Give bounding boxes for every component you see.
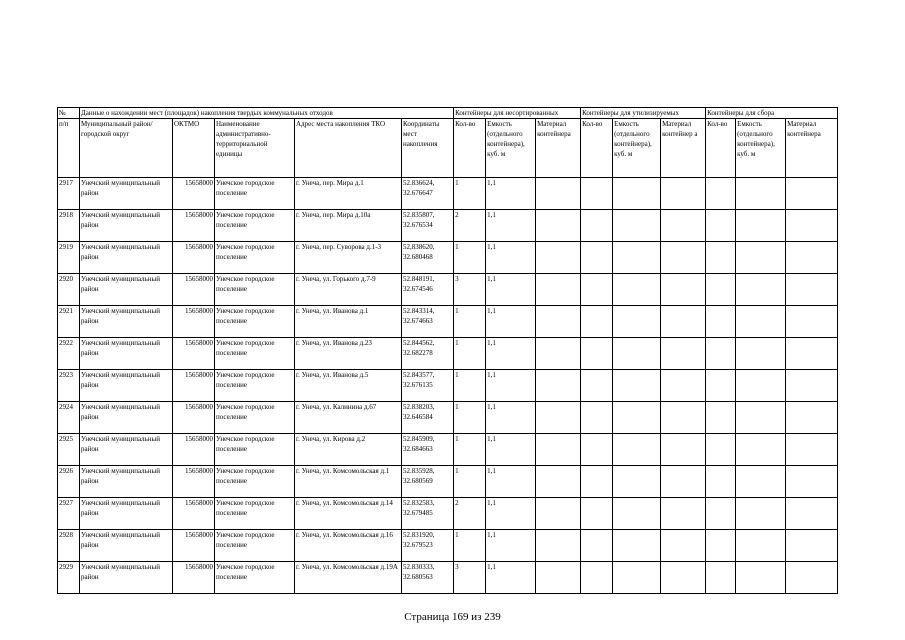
header-capacity-a: Емкость (отдельного контейнера), куб. м: [486, 119, 536, 178]
row-coordinates: 52.831920, 32.679523: [402, 530, 454, 562]
row-empty-cell: [786, 242, 838, 274]
row-empty-cell: [736, 210, 786, 242]
row-empty-cell: [706, 370, 736, 402]
row-coordinates: 52.848191, 32.674546: [402, 274, 454, 306]
row-number: 2923: [58, 370, 80, 402]
row-empty-cell: [581, 210, 613, 242]
row-capacity: 1,1: [486, 178, 536, 210]
row-empty-cell: [736, 402, 786, 434]
row-empty-cell: [613, 242, 661, 274]
row-number: 2928: [58, 530, 80, 562]
table-row: [58, 274, 838, 306]
row-address: г. Унеча, ул. Иванова д.1: [295, 306, 402, 338]
header-group-unsorted: Контейнеры для несортированных: [454, 108, 581, 119]
row-settlement: Унечское городское поселение: [215, 274, 295, 306]
row-empty-cell: [661, 530, 706, 562]
header-group-location: Данные о нахождении мест (площадок) накопления твердых коммунальных отходов: [80, 108, 454, 119]
table-row: [58, 210, 838, 242]
row-district: Унечский муниципальный район: [80, 562, 173, 594]
row-coordinates: 52.838203, 32.646584: [402, 402, 454, 434]
row-empty-cell: [581, 338, 613, 370]
row-empty-cell: [536, 434, 581, 466]
row-empty-cell: [613, 434, 661, 466]
row-empty-cell: [736, 274, 786, 306]
row-count: 1: [454, 306, 486, 338]
row-empty-cell: [706, 530, 736, 562]
row-oktmo: 15658000: [173, 210, 215, 242]
row-empty-cell: [736, 498, 786, 530]
row-settlement: Унечское городское поселение: [215, 402, 295, 434]
row-number: 2924: [58, 402, 80, 434]
row-empty-cell: [661, 306, 706, 338]
row-empty-cell: [581, 242, 613, 274]
row-coordinates: 52.843577, 32.676135: [402, 370, 454, 402]
row-empty-cell: [706, 306, 736, 338]
row-oktmo: 15658000: [173, 434, 215, 466]
row-empty-cell: [706, 178, 736, 210]
row-empty-cell: [786, 178, 838, 210]
row-address: г. Унеча, ул. Иванова д.23: [295, 338, 402, 370]
row-address: г. Унеча, пер. Мира д.1: [295, 178, 402, 210]
row-empty-cell: [706, 274, 736, 306]
row-empty-cell: [736, 466, 786, 498]
row-capacity: 1,1: [486, 402, 536, 434]
row-district: Унечский муниципальный район: [80, 402, 173, 434]
header-municipality: Муниципальный район/городской округ: [80, 119, 173, 178]
row-capacity: 1,1: [486, 210, 536, 242]
row-empty-cell: [661, 210, 706, 242]
row-number: 2918: [58, 210, 80, 242]
row-settlement: Унечское городское поселение: [215, 242, 295, 274]
row-address: г. Унеча, ул. Комсомольская д.1: [295, 466, 402, 498]
table-row: [58, 498, 838, 530]
row-number: 2922: [58, 338, 80, 370]
row-capacity: 1,1: [486, 562, 536, 594]
table-row: [58, 434, 838, 466]
table-row: [58, 178, 838, 210]
row-empty-cell: [536, 338, 581, 370]
row-oktmo: 15658000: [173, 402, 215, 434]
row-capacity: 1,1: [486, 466, 536, 498]
row-empty-cell: [661, 498, 706, 530]
row-district: Унечский муниципальный район: [80, 498, 173, 530]
row-oktmo: 15658000: [173, 370, 215, 402]
row-empty-cell: [536, 210, 581, 242]
row-district: Унечский муниципальный район: [80, 466, 173, 498]
row-empty-cell: [786, 498, 838, 530]
header-capacity-b: Емкость (отдельного контейнера), куб. м: [613, 119, 661, 178]
row-capacity: 1,1: [486, 498, 536, 530]
row-coordinates: 52.832583, 32.679485: [402, 498, 454, 530]
row-empty-cell: [613, 562, 661, 594]
row-empty-cell: [581, 530, 613, 562]
header-group-collection: Контейнеры для сбора: [706, 108, 838, 119]
row-number: 2927: [58, 498, 80, 530]
row-count: 2: [454, 498, 486, 530]
row-empty-cell: [706, 434, 736, 466]
row-empty-cell: [706, 402, 736, 434]
header-count-a: Кол-во: [454, 119, 486, 178]
header-no: №: [58, 108, 80, 119]
row-settlement: Унечское городское поселение: [215, 178, 295, 210]
row-district: Унечский муниципальный район: [80, 434, 173, 466]
row-empty-cell: [536, 242, 581, 274]
row-empty-cell: [581, 306, 613, 338]
row-empty-cell: [786, 370, 838, 402]
row-empty-cell: [736, 242, 786, 274]
row-empty-cell: [706, 562, 736, 594]
row-empty-cell: [613, 498, 661, 530]
row-empty-cell: [581, 274, 613, 306]
row-empty-cell: [613, 402, 661, 434]
row-oktmo: 15658000: [173, 178, 215, 210]
row-number: 2929: [58, 562, 80, 594]
row-empty-cell: [613, 338, 661, 370]
table-row: [58, 370, 838, 402]
row-coordinates: 52.845909, 32.684663: [402, 434, 454, 466]
row-capacity: 1,1: [486, 434, 536, 466]
row-coordinates: 52.835928, 32.680569: [402, 466, 454, 498]
row-empty-cell: [786, 306, 838, 338]
row-empty-cell: [661, 274, 706, 306]
row-number: 2920: [58, 274, 80, 306]
row-district: Унечский муниципальный район: [80, 530, 173, 562]
row-oktmo: 15658000: [173, 242, 215, 274]
header-coords: Координаты мест накопления: [402, 119, 454, 178]
row-empty-cell: [786, 402, 838, 434]
header-material-c: Материал контейнера: [786, 119, 838, 178]
row-address: г. Унеча, ул. Иванова д.5: [295, 370, 402, 402]
row-empty-cell: [613, 370, 661, 402]
table-body: [58, 178, 838, 594]
row-coordinates: 52.835807, 32.676534: [402, 210, 454, 242]
row-empty-cell: [536, 274, 581, 306]
header-oktmo: ОКТМО: [173, 119, 215, 178]
row-coordinates: 52.843314, 32.674663: [402, 306, 454, 338]
row-oktmo: 15658000: [173, 530, 215, 562]
row-empty-cell: [661, 338, 706, 370]
header-group-recycled: Контейнеры для утилизируемых: [581, 108, 706, 119]
row-empty-cell: [613, 306, 661, 338]
row-empty-cell: [736, 306, 786, 338]
row-empty-cell: [786, 274, 838, 306]
row-address: г. Унеча, ул. Горького д.7-9: [295, 274, 402, 306]
header-count-c: Кол-во: [706, 119, 736, 178]
row-empty-cell: [536, 498, 581, 530]
row-number: 2926: [58, 466, 80, 498]
table-row: [58, 402, 838, 434]
row-empty-cell: [736, 530, 786, 562]
row-district: Унечский муниципальный район: [80, 274, 173, 306]
row-settlement: Унечское городское поселение: [215, 562, 295, 594]
row-empty-cell: [786, 210, 838, 242]
row-empty-cell: [536, 306, 581, 338]
row-number: 2921: [58, 306, 80, 338]
row-address: г. Унеча, ул. Комсомольская д.14: [295, 498, 402, 530]
row-empty-cell: [706, 466, 736, 498]
row-empty-cell: [536, 178, 581, 210]
row-empty-cell: [536, 562, 581, 594]
row-count: 1: [454, 242, 486, 274]
row-district: Унечский муниципальный район: [80, 370, 173, 402]
row-count: 1: [454, 530, 486, 562]
row-oktmo: 15658000: [173, 306, 215, 338]
row-capacity: 1,1: [486, 242, 536, 274]
row-empty-cell: [581, 562, 613, 594]
row-empty-cell: [736, 370, 786, 402]
row-empty-cell: [736, 434, 786, 466]
row-empty-cell: [581, 434, 613, 466]
row-empty-cell: [613, 530, 661, 562]
row-address: г. Унеча, ул. Кирова д.2: [295, 434, 402, 466]
header-no-sub: п/п: [58, 119, 80, 178]
header-row-groups: [58, 108, 838, 119]
row-oktmo: 15658000: [173, 466, 215, 498]
row-count: 1: [454, 338, 486, 370]
row-capacity: 1,1: [486, 306, 536, 338]
row-count: 3: [454, 562, 486, 594]
row-empty-cell: [581, 402, 613, 434]
row-empty-cell: [613, 466, 661, 498]
row-number: 2919: [58, 242, 80, 274]
row-empty-cell: [581, 178, 613, 210]
row-district: Унечский муниципальный район: [80, 338, 173, 370]
row-empty-cell: [661, 178, 706, 210]
row-count: 1: [454, 466, 486, 498]
table-row: [58, 562, 838, 594]
row-settlement: Унечское городское поселение: [215, 370, 295, 402]
row-address: г. Унеча, пер. Мира д.10а: [295, 210, 402, 242]
row-empty-cell: [786, 466, 838, 498]
row-number: 2925: [58, 434, 80, 466]
row-empty-cell: [581, 466, 613, 498]
row-coordinates: 52.836624, 32.676647: [402, 178, 454, 210]
row-empty-cell: [613, 274, 661, 306]
row-empty-cell: [581, 498, 613, 530]
row-address: г. Унеча, ул. Комсомольская д.16: [295, 530, 402, 562]
header-row-columns: [58, 119, 838, 178]
header-material-a: Материал контейнера: [536, 119, 581, 178]
row-number: 2917: [58, 178, 80, 210]
row-empty-cell: [536, 402, 581, 434]
row-empty-cell: [786, 530, 838, 562]
row-empty-cell: [706, 242, 736, 274]
row-coordinates: 52.844562, 32.682278: [402, 338, 454, 370]
row-empty-cell: [661, 370, 706, 402]
row-empty-cell: [706, 338, 736, 370]
table-row: [58, 466, 838, 498]
page-footer: Страница 169 из 239: [404, 611, 501, 623]
row-capacity: 1,1: [486, 370, 536, 402]
row-address: г. Унеча, ул. Комсомольская д.19А: [295, 562, 402, 594]
table-row: [58, 530, 838, 562]
registry-table-wrap: [57, 107, 837, 594]
row-address: г. Унеча, пер. Суворова д.1-3: [295, 242, 402, 274]
row-address: г. Унеча, ул. Калинина д.67: [295, 402, 402, 434]
row-empty-cell: [536, 370, 581, 402]
row-count: 1: [454, 370, 486, 402]
header-count-b: Кол-во: [581, 119, 613, 178]
table-row: [58, 338, 838, 370]
row-empty-cell: [786, 562, 838, 594]
row-settlement: Унечское городское поселение: [215, 498, 295, 530]
row-empty-cell: [736, 338, 786, 370]
row-count: 1: [454, 178, 486, 210]
row-district: Унечский муниципальный район: [80, 178, 173, 210]
row-empty-cell: [706, 210, 736, 242]
row-empty-cell: [736, 178, 786, 210]
row-empty-cell: [661, 402, 706, 434]
header-address: Адрес места накопления ТКО: [295, 119, 402, 178]
row-empty-cell: [661, 242, 706, 274]
table-row: [58, 242, 838, 274]
row-count: 2: [454, 210, 486, 242]
row-empty-cell: [661, 562, 706, 594]
waste-sites-table: [57, 107, 838, 594]
row-district: Унечский муниципальный район: [80, 210, 173, 242]
row-empty-cell: [613, 178, 661, 210]
row-oktmo: 15658000: [173, 498, 215, 530]
row-oktmo: 15658000: [173, 562, 215, 594]
header-capacity-c: Емкость (отдельного контейнера), куб. м: [736, 119, 786, 178]
row-district: Унечский муниципальный район: [80, 306, 173, 338]
row-count: 3: [454, 274, 486, 306]
row-empty-cell: [661, 466, 706, 498]
row-settlement: Унечское городское поселение: [215, 530, 295, 562]
row-settlement: Унечское городское поселение: [215, 466, 295, 498]
row-settlement: Унечское городское поселение: [215, 306, 295, 338]
row-count: 1: [454, 434, 486, 466]
row-district: Унечский муниципальный район: [80, 242, 173, 274]
row-oktmo: 15658000: [173, 338, 215, 370]
row-settlement: Унечское городское поселение: [215, 338, 295, 370]
row-count: 1: [454, 402, 486, 434]
row-empty-cell: [786, 338, 838, 370]
row-empty-cell: [613, 210, 661, 242]
row-empty-cell: [536, 466, 581, 498]
row-settlement: Унечское городское поселение: [215, 210, 295, 242]
row-coordinates: 52.830333, 32.680563: [402, 562, 454, 594]
row-settlement: Унечское городское поселение: [215, 434, 295, 466]
row-capacity: 1,1: [486, 530, 536, 562]
row-empty-cell: [581, 370, 613, 402]
row-coordinates: 52,838620, 32.680468: [402, 242, 454, 274]
row-empty-cell: [536, 530, 581, 562]
row-capacity: 1,1: [486, 338, 536, 370]
row-empty-cell: [736, 562, 786, 594]
header-material-b: Материал контейнер а: [661, 119, 706, 178]
row-empty-cell: [706, 498, 736, 530]
row-empty-cell: [786, 434, 838, 466]
table-row: [58, 306, 838, 338]
row-capacity: 1,1: [486, 274, 536, 306]
row-oktmo: 15658000: [173, 274, 215, 306]
row-empty-cell: [661, 434, 706, 466]
header-admin-unit: Наименование административно-территориальной единицы: [215, 119, 295, 178]
